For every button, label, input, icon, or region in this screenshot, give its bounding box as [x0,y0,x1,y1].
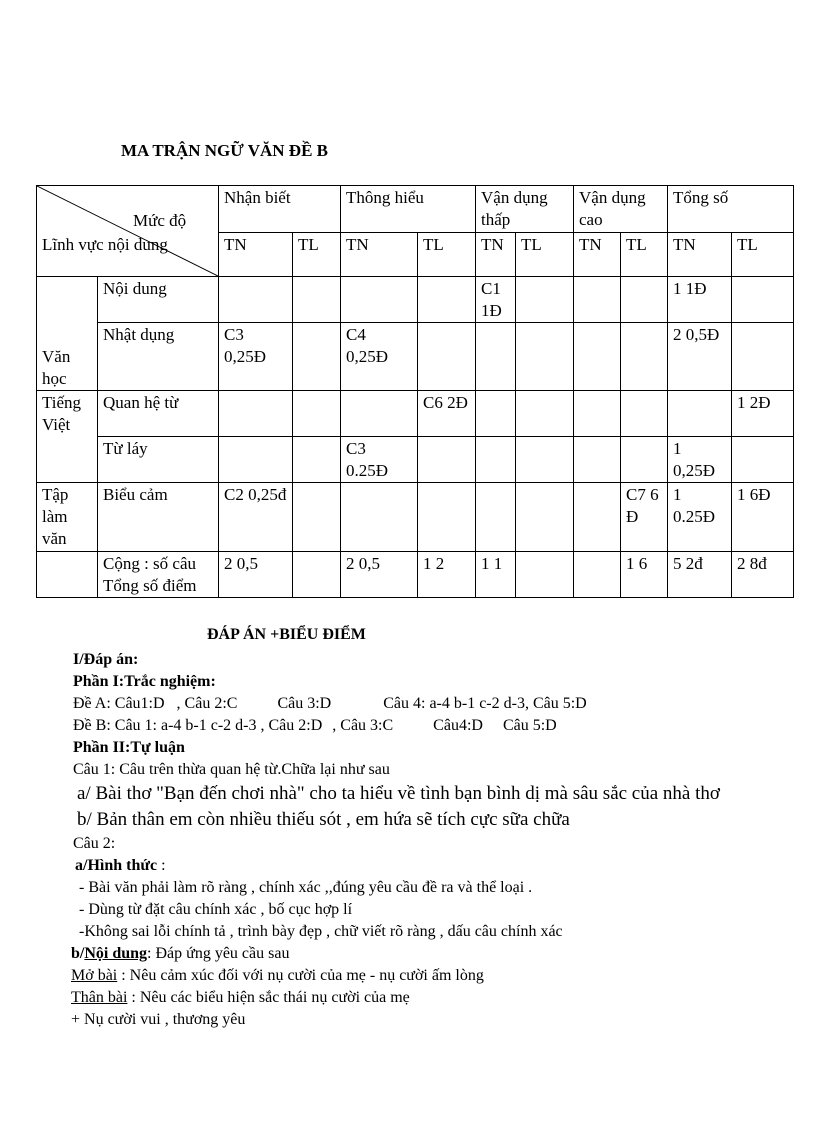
noi-dung-line: b/Nội dung: Đáp ứng yêu cầu sau [71,945,290,962]
cau1-line: Câu 1: Câu trên thừa quan hệ từ.Chữa lại như sau [73,761,390,778]
mo-bai-line: Mở bài : Nêu cảm xúc đối với nụ cười của mẹ - nụ cười ấm lòng [71,967,484,984]
list-item: - Bài văn phải làm rõ ràng , chính xác ,,đúng yêu cầu đề ra và thể loại . [79,879,533,896]
row-label: Từ láy [98,437,219,483]
cell: 2 0,5 [341,552,418,598]
cell: C6 2Đ [418,391,476,437]
hinh-thuc-line: a/Hình thức : [75,857,166,874]
group-van-hoc: Văn học [37,277,98,391]
cau1-a: a/ Bài thơ "Bạn đến chơi nhà" cho ta hiểu về tình bạn bình dị mà sâu sắc của nhà thơ [77,783,720,804]
sub-tl: TL [293,233,341,277]
sub-tl: TL [732,233,794,277]
page-title: MA TRẬN NGỮ VĂN ĐỀ B [121,141,329,160]
sub-tl: TL [621,233,668,277]
cau1-b: b/ Bản thân em còn nhiều thiếu sót , em hứa sẽ tích cực sữa chữa [77,809,570,830]
table-row [37,552,794,598]
corner-top-label: Mức độ [133,211,187,230]
cell: C1 1Đ [476,277,516,323]
sub-tn: TN [476,233,516,277]
cell: 1 0.25Đ [668,483,732,552]
cell: 1 1 [476,552,516,598]
row-label: Nội dung [98,277,219,323]
row-label: Cộng : số câu Tổng số điểm [98,552,219,598]
cell: 1 2 [418,552,476,598]
de-a-line: Đề A: Câu1:D , Câu 2:C Câu 3:D Câu 4: a-4 b-1 c-2 d-3, Câu 5:D [73,695,587,712]
cell: C2 0,25đ [219,483,293,552]
list-item: - Dùng từ đặt câu chính xác , bố cục hợp lí [79,901,353,918]
de-b-line: Đề B: Câu 1: a-4 b-1 c-2 d-3 , Câu 2:D , Câu 3:C Câu4:D Câu 5:D [73,717,557,734]
sub-tn: TN [341,233,418,277]
answer-section [73,624,793,1031]
sub-tl: TL [418,233,476,277]
level-van-dung-cao: Vận dụng cao [574,186,668,233]
cell: C7 6 Đ [621,483,668,552]
cell: C3 0,25Đ [219,323,293,391]
level-tong-so: Tổng số [668,186,794,233]
cell: 5 2đ [668,552,732,598]
matrix-table [36,185,794,598]
cell: C4 0,25Đ [341,323,418,391]
list-item: -Không sai lỗi chính tả , trình bày đẹp , chữ viết rõ ràng , dấu câu chính xác [79,923,563,940]
cell: 1 1Đ [668,277,732,323]
cell: 2 0,5Đ [668,323,732,391]
cell: 2 8đ [732,552,794,598]
cell: 1 0,25Đ [668,437,732,483]
table-row [37,483,794,552]
group-tap-lam-van: Tập làm văn [37,483,98,552]
level-thong-hieu: Thông hiểu [341,186,476,233]
row-label: Quan hệ từ [98,391,219,437]
than-bai-line: Thân bài : Nêu các biểu hiện sắc thái nụ cười của mẹ [71,989,410,1006]
part-label: I/Đáp án: [73,651,139,668]
row-label: Biểu cảm [98,483,219,552]
corner-bottom-label: Lĩnh vực nội dung [42,235,168,254]
cau2-line: Câu 2: [73,835,116,852]
cell: 1 6 [621,552,668,598]
part2-title: Phần II:Tự luận [73,739,185,756]
cell: 1 6Đ [732,483,794,552]
cell: 1 2Đ [732,391,794,437]
last-line: + Nụ cười vui , thương yêu [71,1011,246,1028]
part1-title: Phần I:Trắc nghiệm: [73,673,216,690]
level-van-dung-thap: Vận dụng thấp [476,186,574,233]
table-row [37,391,794,437]
sub-tn: TN [574,233,621,277]
diagonal-line [37,186,218,276]
corner-cell [37,186,219,277]
table-row [37,437,794,483]
row-label: Nhật dụng [98,323,219,391]
table-row [37,323,794,391]
table-row [37,277,794,323]
answer-heading: ĐÁP ÁN +BIỂU ĐIỂM [207,626,366,643]
sub-tn: TN [219,233,293,277]
cell: 2 0,5 [219,552,293,598]
level-nhan-biet: Nhận biết [219,186,341,233]
cell: C3 0.25Đ [341,437,418,483]
sub-tn: TN [668,233,732,277]
group-tieng-viet: Tiếng Việt [37,391,98,483]
sub-tl: TL [516,233,574,277]
